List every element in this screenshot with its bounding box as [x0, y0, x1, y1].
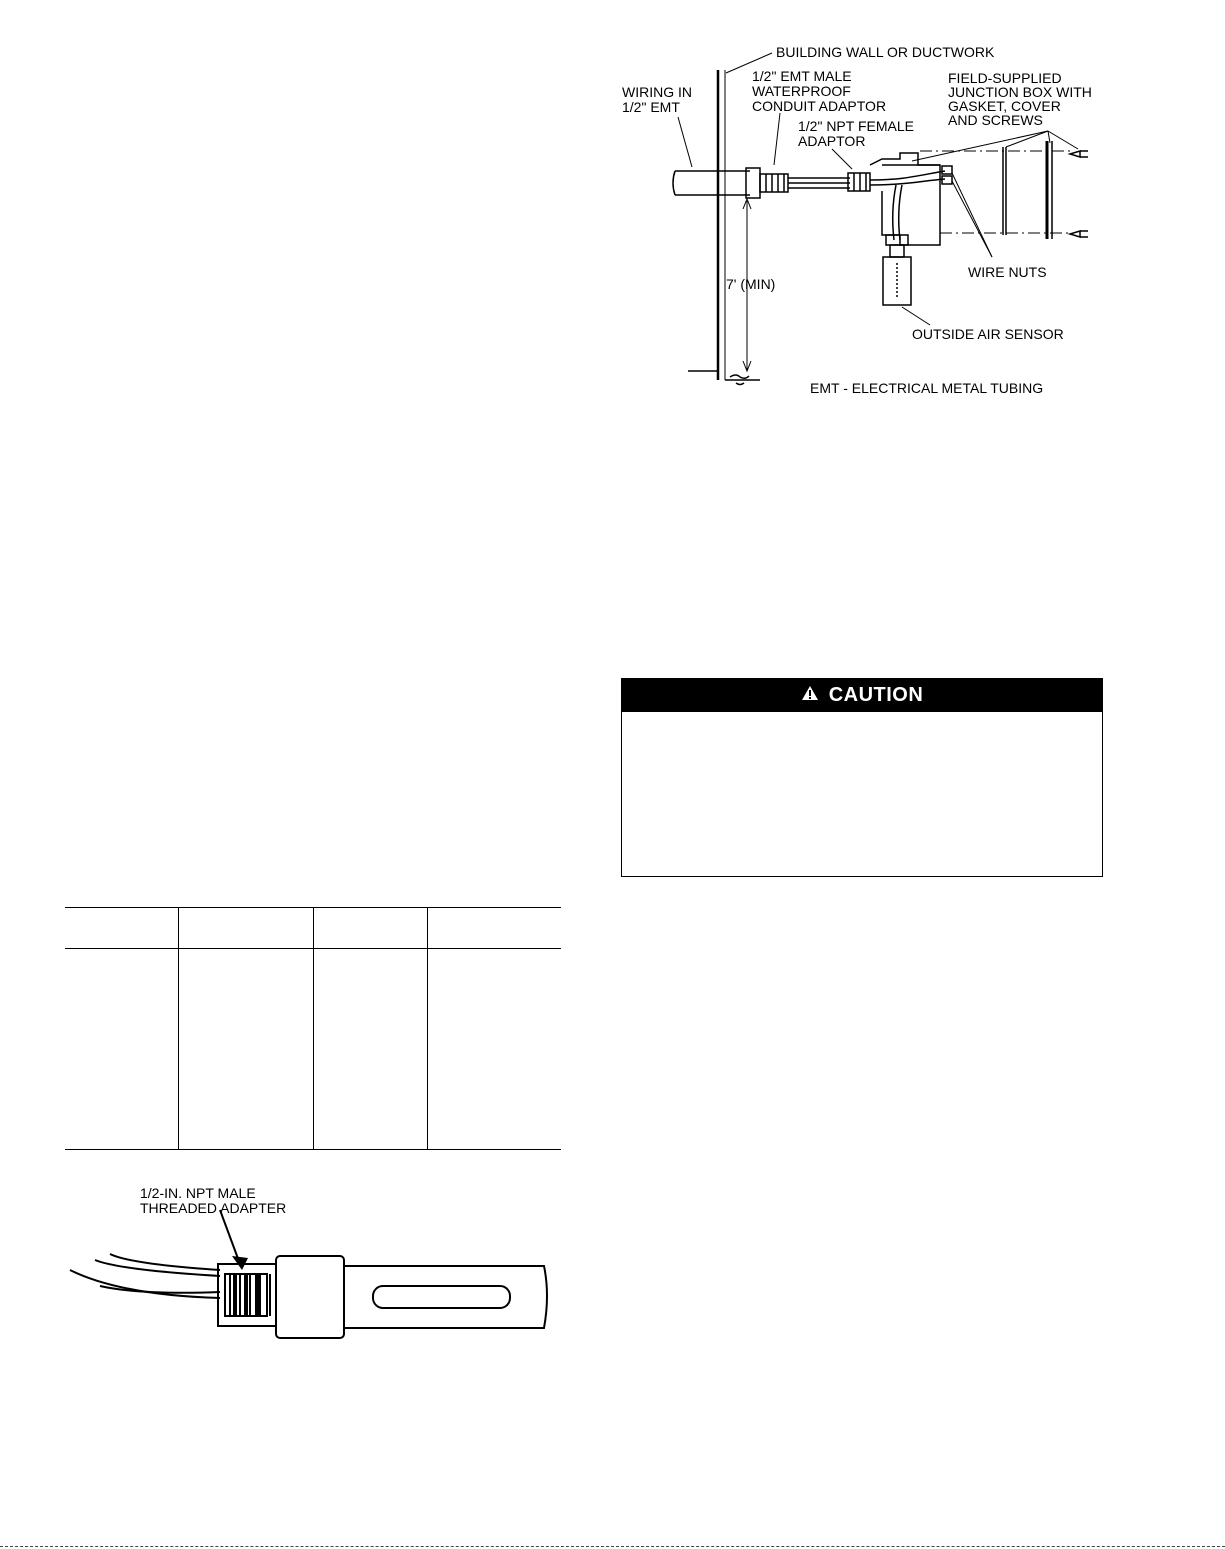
caution-box [621, 678, 1103, 877]
label-wiring-line2: 1/2" EMT [622, 99, 680, 115]
outside-air-sensor-installation-diagram [600, 35, 1120, 405]
label-outside-air-sensor: OUTSIDE AIR SENSOR [912, 326, 1064, 342]
label-junction-line1: FIELD-SUPPLIED [948, 70, 1062, 86]
label-junction-line4: AND SCREWS [948, 112, 1043, 128]
label-junction-line3: GASKET, COVER [948, 98, 1061, 114]
label-wire-nuts: WIRE NUTS [968, 264, 1047, 280]
caution-title: CAUTION [828, 684, 924, 706]
label-emt-adaptor-line3: CONDUIT ADAPTOR [752, 98, 887, 114]
label-emt-adaptor-line2: WATERPROOF [752, 83, 851, 99]
page-bottom-rule [0, 1546, 1225, 1547]
caution-header [622, 679, 1102, 712]
label-emt-adaptor-line1: 1/2" EMT MALE [752, 68, 852, 84]
label-npt-male-line1: 1/2-IN. NPT MALE [140, 1185, 256, 1201]
label-emt-legend: EMT - ELECTRICAL METAL TUBING [810, 380, 1044, 396]
table-column-divider [427, 908, 428, 1149]
warning-triangle-icon [801, 684, 819, 707]
sensor-threaded-adapter-diagram [60, 1180, 560, 1350]
label-building-wall: BUILDING WALL OR DUCTWORK [776, 44, 995, 60]
label-npt-female-line2: ADAPTOR [798, 133, 866, 149]
label-junction-line2: JUNCTION BOX WITH [948, 84, 1092, 100]
table-column-divider [178, 908, 179, 1149]
table-column-divider [313, 908, 314, 1149]
data-table [65, 907, 561, 1150]
label-npt-male-line2: THREADED ADAPTER [140, 1200, 287, 1216]
label-min-height: 7' (MIN) [726, 276, 776, 292]
label-wiring-line1: WIRING IN [622, 84, 692, 100]
label-npt-female-line1: 1/2" NPT FEMALE [798, 118, 914, 134]
